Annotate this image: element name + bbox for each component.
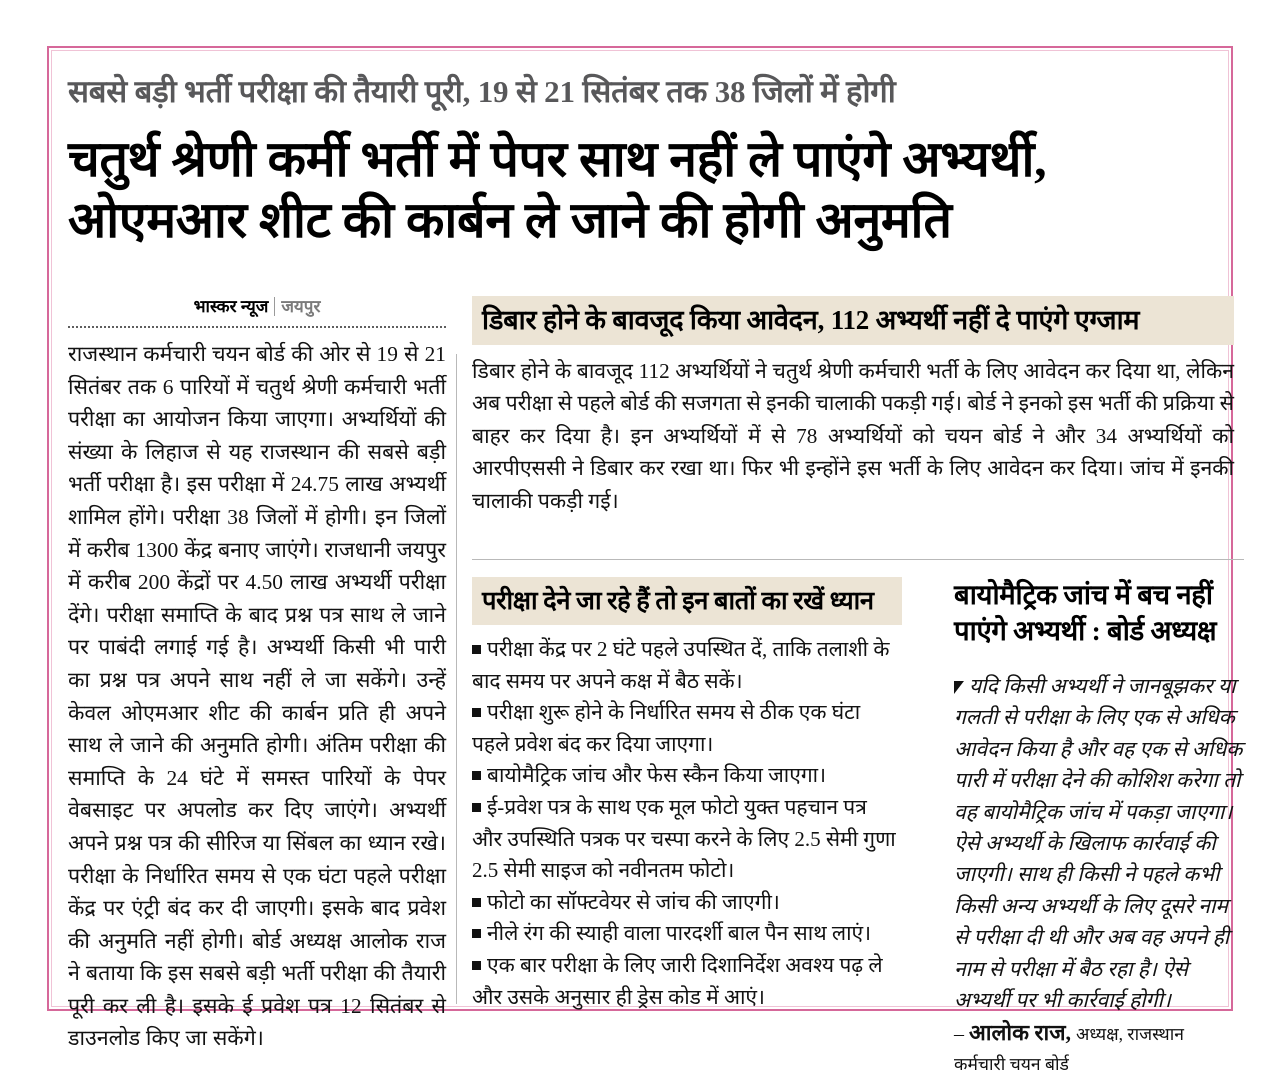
list-item-text: ई-प्रवेश पत्र के साथ एक मूल फोटो युक्त पहचान पत्र और उपस्थिति पत्रक पर चस्पा करने के लिए 2.5 सेमी गुणा 2.5 सेमी साइज को नवीनतम फोटो। [472, 794, 896, 883]
bullet-square-icon [472, 708, 481, 717]
left-column [68, 296, 446, 1055]
horizontal-divider [472, 559, 1244, 560]
bullet-square-icon [472, 929, 481, 938]
list-item [472, 792, 902, 887]
quote-text-block [954, 671, 1244, 1016]
list-item [472, 918, 902, 950]
headline-line-1: चतुर्थ श्रेणी कर्मी भर्ती में पेपर साथ नहीं ले पाएंगे अभ्यर्थी, [68, 131, 1047, 187]
dotted-divider [68, 326, 446, 328]
kicker-headline: सबसे बड़ी भर्ती परीक्षा की तैयारी पूरी, 19 से 21 सितंबर तक 38 जिलों में होगी [68, 74, 896, 109]
quote-column [954, 577, 1244, 1079]
list-item-text: नीले रंग की स्याही वाला पारदर्शी बाल पैन साथ लाएं। [487, 921, 872, 946]
bullet-square-icon [472, 803, 481, 812]
list-item-text: परीक्षा शुरू होने के निर्धारित समय से ठीक एक घंटा पहले प्रवेश बंद कर दिया जाएगा। [472, 700, 861, 756]
list-item-text: फोटो का सॉफ्टवेयर से जांच की जाएगी। [487, 889, 780, 914]
headline-line-2: ओएमआर शीट की कार्बन ले जाने की होगी अनुमति [68, 192, 952, 248]
clipping-inner-frame [51, 50, 1243, 1075]
byline-place: जयपुर [274, 297, 320, 316]
quote-heading-line-2: पाएंगे अभ्यर्थी : बोर्ड अध्यक्ष [954, 615, 1217, 646]
columns-region [52, 296, 1243, 1075]
newspaper-clipping [47, 46, 1243, 1075]
tips-column [472, 577, 902, 1013]
bullet-square-icon [472, 645, 481, 654]
top-box-heading: डिबार होने के बावजूद किया आवेदन, 112 अभ्यर्थी नहीं दे पाएंगे एग्जाम [472, 296, 1234, 345]
quote-marker-icon [954, 681, 964, 694]
quote-attribution [954, 1018, 1244, 1079]
main-headline [68, 129, 1220, 251]
attrib-role-second-line: कर्मचारी चयन बोर्ड [954, 1054, 1069, 1075]
left-column-body: राजस्थान कर्मचारी चयन बोर्ड की ओर से 19 से 21 सितंबर तक 6 पारियों में चतुर्थ श्रेणी कर्मचारी भर्ती परीक्षा का आयोजन किया जाएगा। अभ्यर्थियों की संख्या के लिहाज से यह राजस्थान की सबसे बड़ी भर्ती परीक्षा है। इस परीक्षा में 24.75 लाख अभ्यर्थी शामिल होंगे। परीक्षा 38 जिलों में होगी। इन जिलों में करीब 1300 केंद्र बनाए जाएंगे। राजधानी जयपुर में करीब 200 केंद्रों पर 4.50 लाख अभ्यर्थी परीक्षा देंगे। परीक्षा समाप्ति के बाद प्रश्न पत्र साथ ले जाने पर पाबंदी लगाई गई है। अभ्यर्थी किसी भी पारी का प्रश्न पत्र अपने साथ नहीं ले जा सकेंगे। उन्हें केवल ओएमआर शीट की कार्बन प्रति ही अपने साथ ले जाने की अनुमति होगी। अंतिम परीक्षा की समाप्ति के 24 घंटे में समस्त पारियों के पेपर वेबसाइट पर अपलोड कर दिए जाएंगे। अभ्यर्थी अपने प्रश्न पत्र की सीरिज या सिंबल का ध्यान रखे। परीक्षा के निर्धारित समय से एक घंटा पहले परीक्षा केंद्र पर एंट्री बंद कर दी जाएगी। इसके बाद प्रवेश की अनुमति नहीं होगी। बोर्ड अध्यक्ष आलोक राज ने बताया कि इस सबसे बड़ी भर्ती परीक्षा की तैयारी पूरी कर ली है। इसके ई प्रवेश पत्र 12 सितंबर से डाउनलोड किए जा सकेंगे। [68, 342, 446, 1051]
bullet-square-icon [472, 771, 481, 780]
quote-box-heading [954, 577, 1244, 649]
tips-list-ul [472, 634, 902, 1013]
tips-list [472, 634, 902, 1013]
byline-source: भास्कर न्यूज [193, 297, 269, 316]
list-item [472, 697, 902, 760]
list-item [472, 887, 902, 919]
byline [68, 296, 446, 324]
attrib-dash: – [954, 1023, 964, 1046]
list-item [472, 950, 902, 1013]
top-box-body: डिबार होने के बावजूद 112 अभ्यर्थियों ने चतुर्थ श्रेणी कर्मचारी भर्ती के लिए आवेदन कर दिया था, लेकिन अब परीक्षा से पहले बोर्ड की सजगता से इनकी चालाकी पकड़ी गई। बोर्ड ने इनको इस भर्ती की प्रक्रिया से बाहर कर दिया है। इन अभ्यर्थियों में से 78 अभ्यर्थियों को चयन बोर्ड ने और 34 अभ्यर्थियों को आरपीएससी ने डिबार कर रखा था। फिर भी इन्होंने इस भर्ती के लिए आवेदन कर दिया। जांच में इनकी चालाकी पकड़ी गई। [472, 359, 1234, 513]
bullet-square-icon [472, 898, 481, 907]
attrib-role: अध्यक्ष, राजस्थान [1076, 1024, 1184, 1045]
list-item [472, 634, 902, 697]
quote-heading-line-1: बायोमैट्रिक जांच में बच नहीं [954, 579, 1213, 610]
tips-box-heading: परीक्षा देने जा रहे हैं तो इन बातों का रखें ध्यान [472, 577, 902, 625]
quote-text: यदि किसी अभ्यर्थी ने जानबूझकर या गलती से परीक्षा के लिए एक से अधिक आवेदन किया है और वह एक से अधिक पारी में परीक्षा देने की कोशिश करेगा तो वह बायोमैट्रिक जांच में पकड़ा जाएगा। ऐसे अभ्यर्थी के खिलाफ कार्रवाई की जाएगी। साथ ही किसी ने पहले कभी किसी अन्य अभ्यर्थी के लिए दूसरे नाम से परीक्षा दी थी और अब वह अपने ही नाम से परीक्षा में बैठ रहा है। ऐसे अभ्यर्थी पर भी कार्रवाई होगी। [954, 674, 1243, 1013]
right-block [472, 296, 1243, 1075]
attrib-name: आलोक राज, [969, 1020, 1072, 1046]
bullet-square-icon [472, 961, 481, 970]
list-item [472, 760, 902, 792]
list-item-text: एक बार परीक्षा के लिए जारी दिशानिर्देश अवश्य पढ़ ले और उसके अनुसार ही ड्रेस कोड में आएं। [472, 952, 883, 1009]
list-item-text: बायोमैट्रिक जांच और फेस स्कैन किया जाएगा। [487, 763, 827, 788]
vertical-divider [456, 354, 457, 1004]
list-item-text: परीक्षा केंद्र पर 2 घंटे पहले उपस्थित दें, ताकि तलाशी के बाद समय पर अपने कक्ष में बैठ सकें। [472, 637, 890, 693]
